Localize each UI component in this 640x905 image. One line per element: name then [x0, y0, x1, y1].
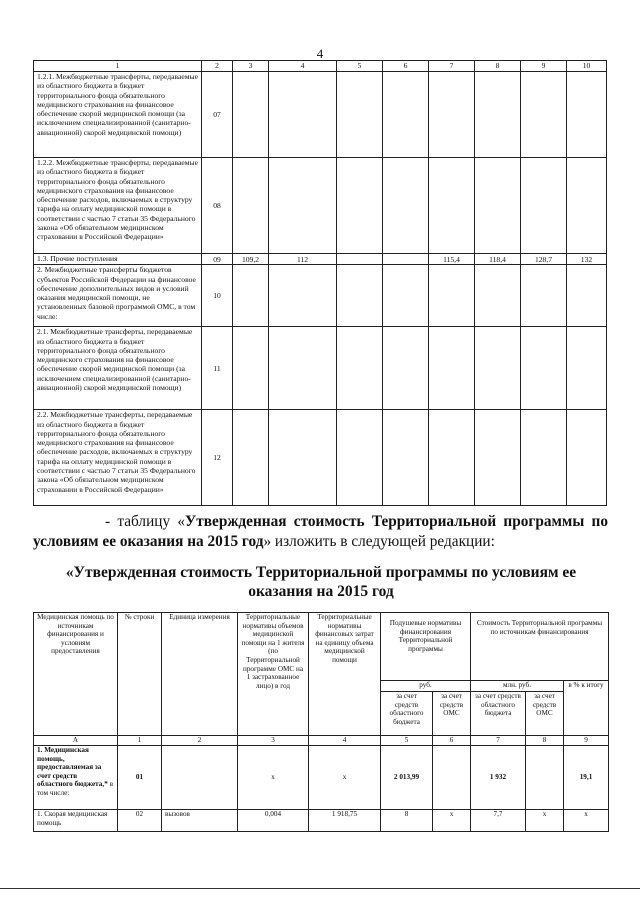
row-c6: x — [433, 810, 471, 832]
row-value — [233, 158, 269, 254]
row-c7: 1 932 — [471, 746, 526, 810]
header-cost: Стоимость Территориальной программы по источникам финансирования — [471, 613, 609, 681]
header-oms-6: за счет средств ОМС — [433, 692, 471, 736]
row-value — [269, 72, 337, 158]
row-code: 11 — [202, 327, 233, 410]
index-cell: 8 — [526, 736, 564, 746]
header-budget-5: за счет средств областного бюджета — [381, 692, 433, 736]
index-cell: 4 — [309, 736, 381, 746]
row-c9: 19,1 — [564, 746, 609, 810]
row-name-bold: 1. Медицинская помощь, предоставляемая за счет средств областного бюджета,* — [37, 746, 108, 789]
row-c3: x — [238, 746, 309, 810]
index-cell: 9 — [564, 736, 609, 746]
header-budget-7: за счет средств областного бюджета — [471, 692, 526, 736]
row-name: 2. Межбюджетные трансферты бюджетов субъектов Российской Федерации на финансовое обеспечение дополнительных видов и условий оказания медицинской помощи, не установленных базовой программой ОМС, в том числе: — [34, 265, 202, 327]
row-value — [429, 72, 475, 158]
row-name: 2.1. Межбюджетные трансферты, передаваемые из областного бюджета в бюджет территориального фонда обязательного медицинского страхования на финансовое обеспечение скорой медицинской помощи (за исключением специализированной (санитарно-авиационной) скорой медицинской помощи) — [34, 327, 202, 410]
row-value — [233, 265, 269, 327]
row-value: 132 — [567, 254, 607, 265]
row-c4: x — [309, 746, 381, 810]
row-value — [383, 158, 429, 254]
row-value — [475, 410, 521, 506]
row-value — [269, 327, 337, 410]
cost-table — [33, 612, 609, 832]
row-value — [233, 410, 269, 506]
col-header: 3 — [233, 61, 269, 72]
index-cell: 7 — [471, 736, 526, 746]
instruction-paragraph — [33, 512, 608, 552]
row-c6 — [433, 746, 471, 810]
header-col-4: Территориальные нормативы финансовых затрат на единицу объема медицинской помощи — [309, 613, 381, 736]
table-header-row — [34, 61, 607, 72]
table-row — [34, 327, 607, 410]
index-cell: 5 — [381, 736, 433, 746]
row-value — [567, 410, 607, 506]
row-value — [269, 410, 337, 506]
col-header: 6 — [383, 61, 429, 72]
row-value — [521, 410, 567, 506]
header-row-no: № строки — [118, 613, 162, 736]
col-header: 7 — [429, 61, 475, 72]
footer-divider — [0, 888, 640, 889]
table-row — [34, 72, 607, 158]
row-name-rest: в том числе: — [37, 780, 113, 797]
row-value: 112 — [269, 254, 337, 265]
row-value — [233, 72, 269, 158]
row-code: 10 — [202, 265, 233, 327]
row-code: 12 — [202, 410, 233, 506]
row-value — [337, 410, 383, 506]
row-value — [429, 410, 475, 506]
row-value — [233, 327, 269, 410]
col-header: 4 — [269, 61, 337, 72]
header-col-a: Медицинская помощь по источникам финансирования и условиям предоставления — [34, 613, 118, 736]
row-value — [337, 72, 383, 158]
row-value — [383, 72, 429, 158]
col-header: 2 — [202, 61, 233, 72]
row-value — [337, 254, 383, 265]
row-name: 1.2.1. Межбюджетные трансферты, передаваемые из областного бюджета в бюджет территориального фонда обязательного медицинского страхования на финансовое обеспечение скорой медицинской помощи (за исключением специализированной (санитарно-авиационной) скорой медицинской помощи) — [34, 72, 202, 158]
row-value — [337, 158, 383, 254]
header-col-3: Территориальные нормативы объемов медицинской помощи на 1 жителя (по Территориальной программе ОМС на 1 застрахованное лицо) в год — [238, 613, 309, 736]
page-number: 4 — [316, 46, 324, 61]
row-value — [383, 327, 429, 410]
row-value — [475, 158, 521, 254]
index-row — [34, 736, 609, 746]
row-c5: 8 — [381, 810, 433, 832]
row-value — [567, 327, 607, 410]
row-name — [34, 746, 118, 810]
row-value — [429, 158, 475, 254]
table-row — [34, 410, 607, 506]
row-value — [521, 72, 567, 158]
row-value — [269, 265, 337, 327]
row-value: 109,2 — [233, 254, 269, 265]
row-unit: вызовов — [162, 810, 238, 832]
row-value — [567, 265, 607, 327]
row-value — [429, 327, 475, 410]
table-row — [34, 746, 609, 810]
section-title: «Утвержденная стоимость Территориальной программы по условиям ее оказания на 2015 год — [65, 564, 577, 600]
index-cell: 6 — [433, 736, 471, 746]
row-c8 — [526, 746, 564, 810]
row-code: 08 — [202, 158, 233, 254]
col-header: 5 — [337, 61, 383, 72]
row-value — [521, 158, 567, 254]
index-cell: 3 — [238, 736, 309, 746]
row-value: 118,4 — [475, 254, 521, 265]
row-value — [383, 410, 429, 506]
col-header: 1 — [34, 61, 202, 72]
paragraph-bold: Утвержденная стоимость Территориальной программы по условиям ее оказания на 2015 год — [33, 513, 609, 550]
row-value — [475, 327, 521, 410]
header-mln-rub: млн. руб. — [471, 681, 564, 692]
row-c7: 7,7 — [471, 810, 526, 832]
header-unit: Единица измерения — [162, 613, 238, 736]
row-code: 02 — [118, 810, 162, 832]
row-value — [337, 327, 383, 410]
paragraph-dash: - таблицу « — [105, 513, 186, 530]
col-header: 8 — [475, 61, 521, 72]
row-name: 2.2. Межбюджетные трансферты, передаваемые из областного бюджета в бюджет территориального фонда обязательного медицинского страхования на финансовое обеспечение расходов, включаемых в структуру тарифа на оплату медицинской помощи в соответствии с частью 7 статьи 35 Федерального закона «Об обязательном медицинском страховании в Российской Федерации» — [34, 410, 202, 506]
row-value — [475, 265, 521, 327]
row-value — [383, 265, 429, 327]
header-per-capita: Подушевые нормативы финансирования Территориальной программы — [381, 613, 471, 681]
index-cell: 1 — [118, 736, 162, 746]
table-row — [34, 254, 607, 265]
row-code: 07 — [202, 72, 233, 158]
col-header: 10 — [567, 61, 607, 72]
table-row — [34, 265, 607, 327]
header-pct: в % к итогу — [564, 681, 609, 736]
table-row — [34, 810, 609, 832]
table-row — [34, 158, 607, 254]
col-header: 9 — [521, 61, 567, 72]
row-value — [429, 265, 475, 327]
row-value — [567, 72, 607, 158]
row-value — [521, 327, 567, 410]
row-c4: 1 918,75 — [309, 810, 381, 832]
row-value — [383, 254, 429, 265]
paragraph-end: » изложить в следующей редакции: — [263, 533, 495, 550]
row-c9: x — [564, 810, 609, 832]
row-value — [567, 158, 607, 254]
row-unit — [162, 746, 238, 810]
row-value: 115,4 — [429, 254, 475, 265]
row-name: 1.2.2. Межбюджетные трансферты, передаваемые из областного бюджета в бюджет территориального фонда обязательного медицинского страхования на финансовое обеспечение расходов, включаемых в структуру тарифа на оплату медицинской помощи в соответствии с частью 7 статьи 35 Федерального закона «Об обязательном медицинском страховании в Российской Федерации» — [34, 158, 202, 254]
header-rub: руб. — [381, 681, 471, 692]
row-c5: 2 013,99 — [381, 746, 433, 810]
row-c8: x — [526, 810, 564, 832]
row-code: 01 — [118, 746, 162, 810]
row-c3: 0,004 — [238, 810, 309, 832]
row-code: 09 — [202, 254, 233, 265]
row-value — [337, 265, 383, 327]
index-cell: А — [34, 736, 118, 746]
financing-table — [33, 60, 607, 506]
header-oms-8: за счет средств ОМС — [526, 692, 564, 736]
row-value — [269, 158, 337, 254]
row-name: 1. Скорая медицинская помощь — [34, 810, 118, 832]
row-name: 1.3. Прочие поступления — [34, 254, 202, 265]
row-value — [475, 72, 521, 158]
row-value: 128,7 — [521, 254, 567, 265]
row-value — [521, 265, 567, 327]
index-cell: 2 — [162, 736, 238, 746]
